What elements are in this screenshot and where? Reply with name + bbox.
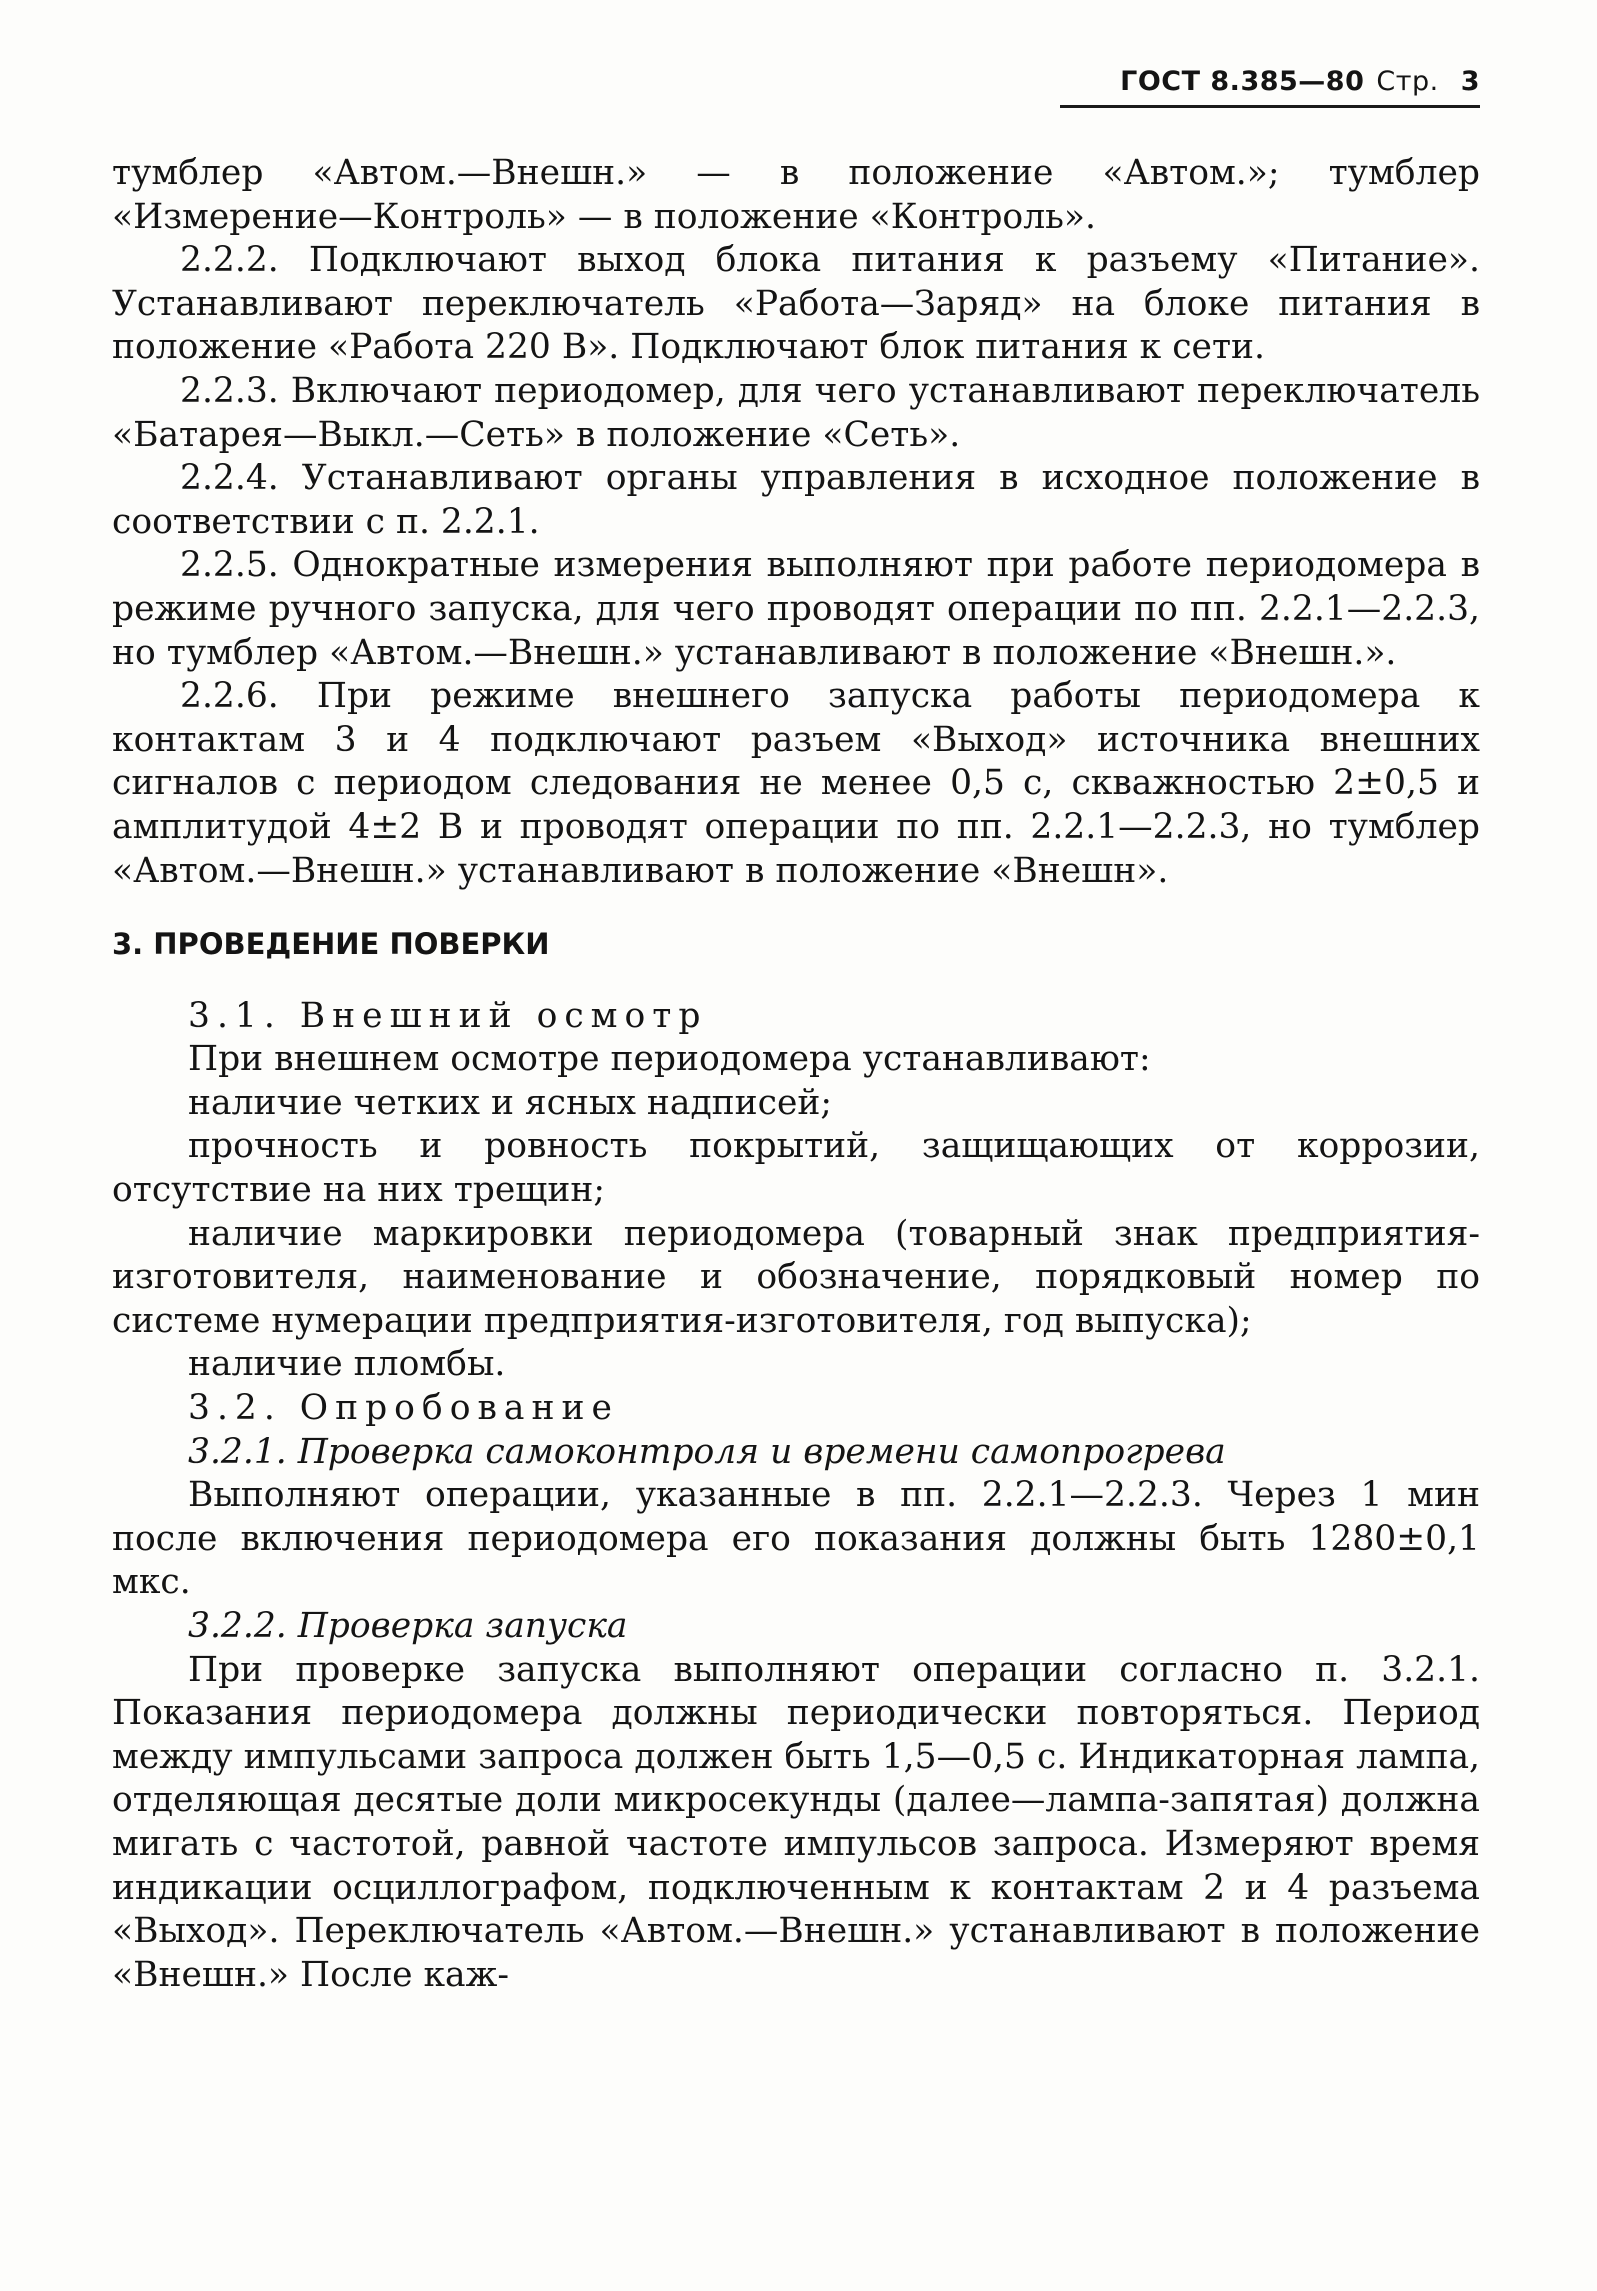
paragraph-continuation: тумблер «Автом.—Внешн.» — в положение «Автом.»; тумблер «Измерение—Контроль» — в положение «Контроль». bbox=[112, 153, 1480, 237]
paragraph-2-2-4: 2.2.4. Устанавливают органы управления в исходное положение в соответствии с п. 2.2.1. bbox=[112, 458, 1480, 542]
section-heading: 3. ПРОВЕДЕНИЕ ПОВЕРКИ bbox=[112, 927, 550, 962]
page-label: Стр. bbox=[1376, 66, 1439, 97]
list-item: наличие пломбы. bbox=[188, 1344, 506, 1385]
page-header bbox=[1060, 66, 1480, 108]
list-item: прочность и ровность покрытий, защищающих от коррозии, отсутствие на них трещин; bbox=[112, 1126, 1480, 1211]
page-number: 3 bbox=[1460, 66, 1480, 97]
standard-number: ГОСТ 8.385—80 bbox=[1120, 66, 1365, 97]
section-3-1-intro: При внешнем осмотре периодомера устанавливают: bbox=[188, 1039, 1151, 1080]
paragraph-2-2-5: 2.2.5. Однократные измерения выполняют при работе периодомера в режиме ручного запуска, для чего проводят операции по пп. 2.2.1—2.2.3, но тумблер «Автом.—Внешн.» устанавливают в положение «Внешн.». bbox=[112, 545, 1480, 673]
section-3-2-1-text: Выполняют операции, указанные в пп. 2.2.1—2.2.3. Через 1 мин после включения периодомера его показания должны быть 1280±0,1 мкс. bbox=[112, 1475, 1480, 1603]
section-3-2-1-title: 3.2.1. Проверка самоконтроля и времени самопрогрева bbox=[188, 1431, 1226, 1472]
list-item: наличие четких и ясных надписей; bbox=[188, 1082, 833, 1123]
paragraph-2-2-2: 2.2.2. Подключают выход блока питания к разъему «Питание». Устанавливают переключатель «Работа—Заряд» на блоке питания в положение «Работа 220 В». Подключают блок питания к сети. bbox=[112, 240, 1480, 368]
section-3-2-title: 3.2. Опробование bbox=[188, 1388, 619, 1429]
list-item: наличие маркировки периодомера (товарный знак предприятия-изготовителя, наименование и обозначение, порядковый номер по системе нумерации предприятия-изготовителя, год выпуска); bbox=[112, 1213, 1480, 1341]
section-3-2-2-text: При проверке запуска выполняют операции согласно п. 3.2.1. Показания периодомера должны периодически повторяться. Период между импульсами запроса должен быть 1,5—0,5 с. Индикаторная лампа, отделяющая десятые доли микросекунды (далее—лампа-запятая) должна мигать с частотой, равной частоте импульсов запроса. Измеряют время индикации осциллографом, подключенным к контактам 2 и 4 разъема «Выход». Переключатель «Автом.—Внешн.» устанавливают в положение «Внешн.» После каж- bbox=[112, 1649, 1480, 1995]
section-3-1-title: 3.1. Внешний осмотр bbox=[188, 995, 708, 1036]
section-3-2-2-title: 3.2.2. Проверка запуска bbox=[188, 1606, 628, 1646]
paragraph-2-2-3: 2.2.3. Включают периодомер, для чего устанавливают переключатель «Батарея—Выкл.—Сеть» в положение «Сеть». bbox=[112, 370, 1480, 455]
paragraph-2-2-6: 2.2.6. При режиме внешнего запуска работы периодомера к контактам 3 и 4 подключают разъем «Выход» источника внешних сигналов с периодом следования не менее 0,5 с, скважностью 2±0,5 и амплитудой 4±2 В и проводят операции по пп. 2.2.1—2.2.3, но тумблер «Автом.—Внешн.» устанавливают в положение «Внешн». bbox=[112, 676, 1480, 891]
body-text bbox=[112, 152, 1480, 1997]
